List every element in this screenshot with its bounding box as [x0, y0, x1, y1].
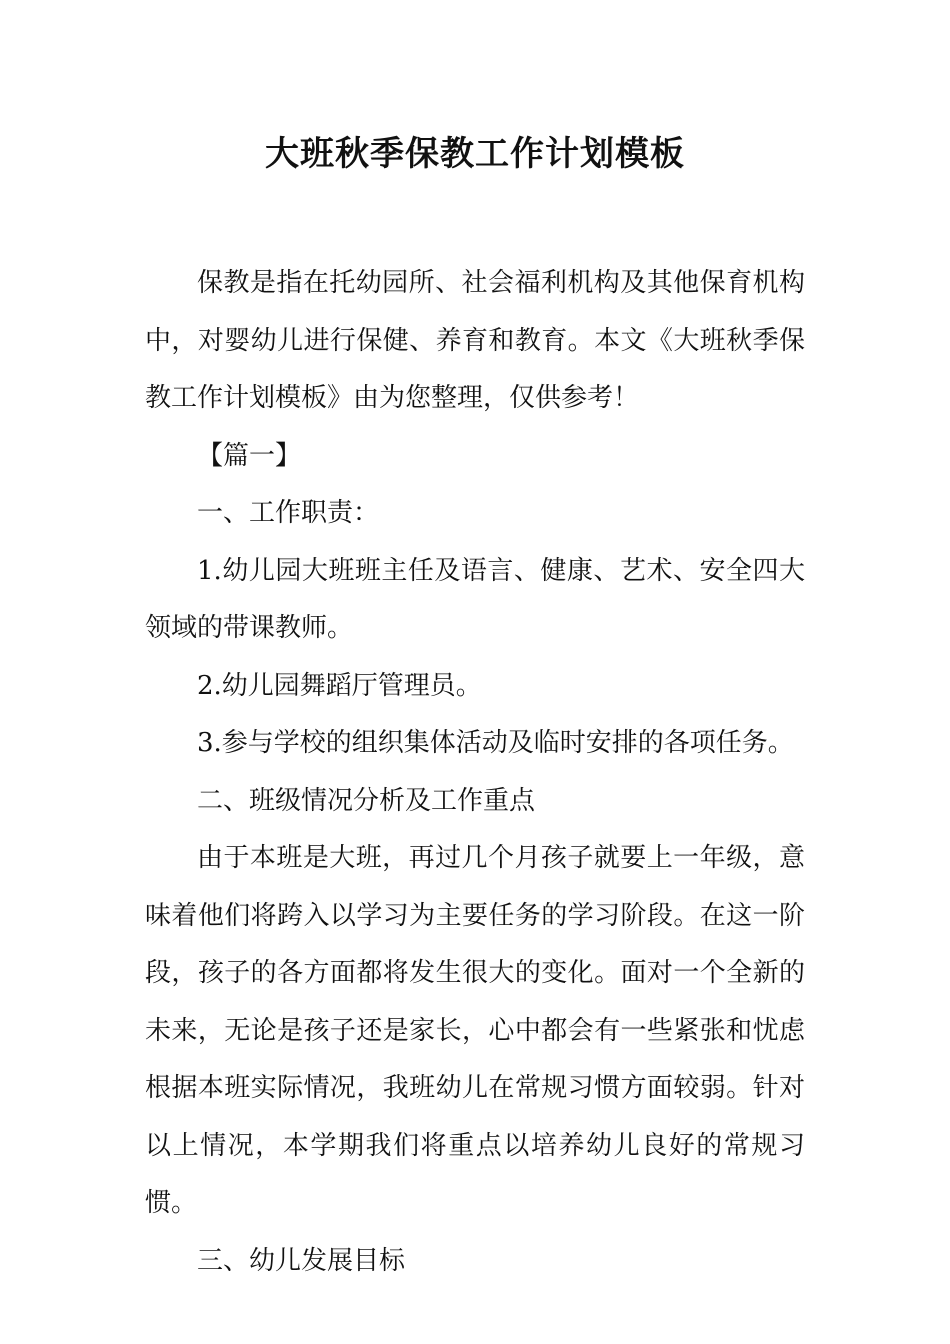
duty-item-2: 2.幼儿园舞蹈厅管理员。: [197, 670, 482, 701]
document-body: [145, 255, 805, 1290]
duty-item-3: 3.参与学校的组织集体活动及临时安排的各项任务。: [197, 728, 794, 758]
class-analysis-paragraph: 由于本班是大班，再过几个月孩子就要上一年级，意味着他们将跨入以学习为主要任务的学习阶段。在这一阶段，孩子的各方面都将发生很大的变化。面对一个全新的未来，无论是孩子还是家长，心中都会有一些紧张和忧虑根据本班实际情况，我班幼儿在常规习惯方面较弱。针对以上情况，本学期我们将重点以培养幼儿良好的常规习惯。: [145, 843, 805, 1218]
section-marker: 【篇一】: [197, 440, 302, 471]
heading-development-goals: 三、幼儿发展目标: [197, 1245, 406, 1276]
heading-class-analysis: 二、班级情况分析及工作重点: [197, 785, 536, 816]
heading-duties: 一、工作职责：: [197, 498, 380, 528]
intro-paragraph: 保教是指在托幼园所、社会福利机构及其他保育机构中，对婴幼儿进行保健、养育和教育。本文《大班秋季保教工作计划模板》由为您整理，仅供参考！: [145, 268, 805, 413]
duty-item-1: 1.幼儿园大班班主任及语言、健康、艺术、安全四大领域的带课教师。: [145, 555, 805, 643]
document-title: 大班秋季保教工作计划模板: [265, 134, 685, 174]
